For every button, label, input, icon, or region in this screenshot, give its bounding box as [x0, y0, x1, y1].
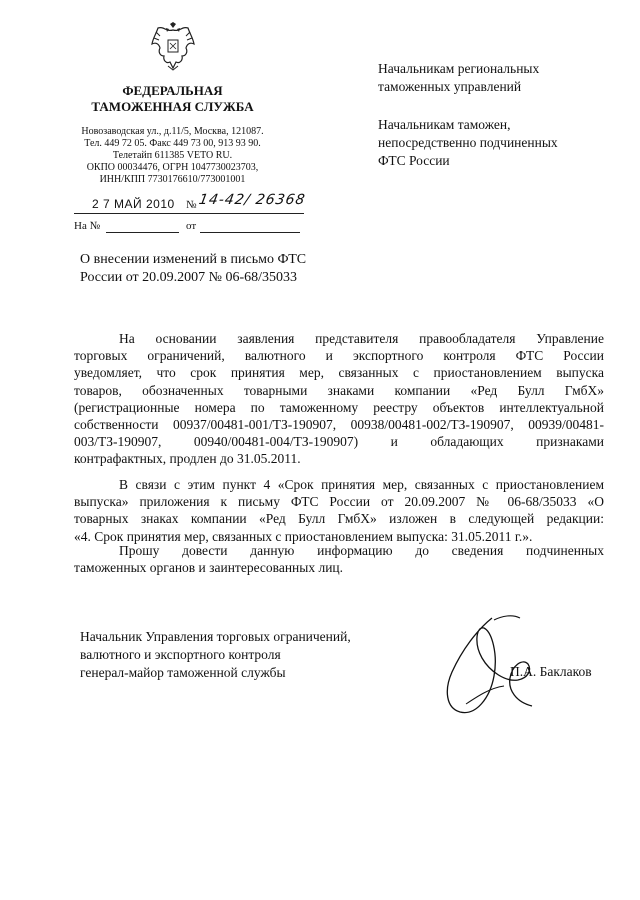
signer-name: П.А. Баклаков — [510, 664, 592, 679]
registration-number: 14-42/ 26368 — [197, 192, 307, 208]
teletype-line: Телетайп 611385 VETO RU. — [112, 150, 233, 161]
emblem-icon — [150, 22, 196, 72]
body-line: товарных знаках компании «Ред Булл ГмбХ» изложен в следующей редакции: — [74, 511, 604, 527]
recipient-line: ФТС России — [378, 153, 450, 168]
signer-title-line: генерал-майор таможенной службы — [80, 665, 286, 680]
body-line: выпуска» приложения к письму ФТС России от 20.09.2007 № 06-68/35033 «О — [74, 494, 604, 510]
inn-line: ИНН/КПП 7730176610/773001001 — [99, 174, 246, 185]
number-sign: № — [186, 199, 197, 211]
reference-number-blank — [106, 232, 179, 233]
body-line: Прошу довести данную информацию до сведения подчиненных — [119, 543, 604, 558]
body-line: торговых ограничений, валютного и экспортного контроля ФТС России — [74, 348, 604, 364]
signer-title-line: Начальник Управления торговых ограничений, — [80, 629, 351, 644]
registration-underline — [74, 213, 304, 214]
org-name-line1: ФЕДЕРАЛЬНАЯ — [122, 83, 223, 98]
body-line: (регистрационные номера по таможенному реестру объектов интеллектуальной — [74, 399, 604, 415]
body-line: контрафактных, продлен до 31.05.2011. — [74, 451, 301, 467]
recipient-line: непосредственно подчиненных — [378, 135, 558, 150]
body-line: таможенных органов и заинтересованных лиц. — [74, 560, 344, 576]
phone-line: Тел. 449 72 05. Факс 449 73 00, 913 93 90. — [84, 138, 261, 149]
body-line: «4. Срок принятия мер, связанных с приостановлением выпуска: 31.05.2011 г.». — [74, 528, 533, 544]
address-line: Новозаводская ул., д.11/5, Москва, 121087. — [81, 126, 264, 137]
recipient-line: Начальникам региональных — [378, 61, 540, 76]
subject-line: России от 20.09.2007 № 06-68/35033 — [80, 270, 298, 285]
reference-date-blank — [200, 232, 300, 233]
subject-line: О внесении изменений в письмо ФТС — [80, 252, 307, 267]
recipient-line: таможенных управлений — [378, 79, 522, 94]
body-paragraph-2 — [74, 476, 604, 545]
body-line: 003/ТЗ-190907, 00940/00481-004/ТЗ-190907) и обладающих признаками — [74, 434, 604, 450]
body-line: На основании заявления представителя правообладателя Управление — [119, 331, 604, 346]
org-name-line2: ТАМОЖЕННАЯ СЛУЖБА — [91, 99, 254, 114]
body-line: товаров, обозначенных товарными знаками компании «Ред Булл ГмбХ» — [74, 382, 604, 398]
body-line: собственности 00937/00481-001/ТЗ-190907, 00938/00481-002/ТЗ-190907, 00939/00481- — [74, 417, 604, 433]
signer-title-line: валютного и экспортного контроля — [80, 647, 281, 662]
body-line: В связи с этим пункт 4 «Срок принятия мер, связанных с приостановлением — [119, 477, 604, 492]
okpo-line: ОКПО 00034476, ОГРН 1047730023703, — [86, 162, 259, 173]
body-paragraph-3 — [74, 542, 604, 576]
registration-date-stamp: 2 7 МАЙ 2010 — [92, 197, 175, 211]
reference-date-label: от — [186, 220, 197, 232]
reference-number-label: На № — [74, 220, 101, 232]
body-line: уведомляет, что срок принятия мер, связанных с приостановлением выпуска — [74, 365, 604, 381]
body-paragraph-1 — [74, 330, 604, 468]
recipient-line: Начальникам таможен, — [378, 117, 511, 132]
